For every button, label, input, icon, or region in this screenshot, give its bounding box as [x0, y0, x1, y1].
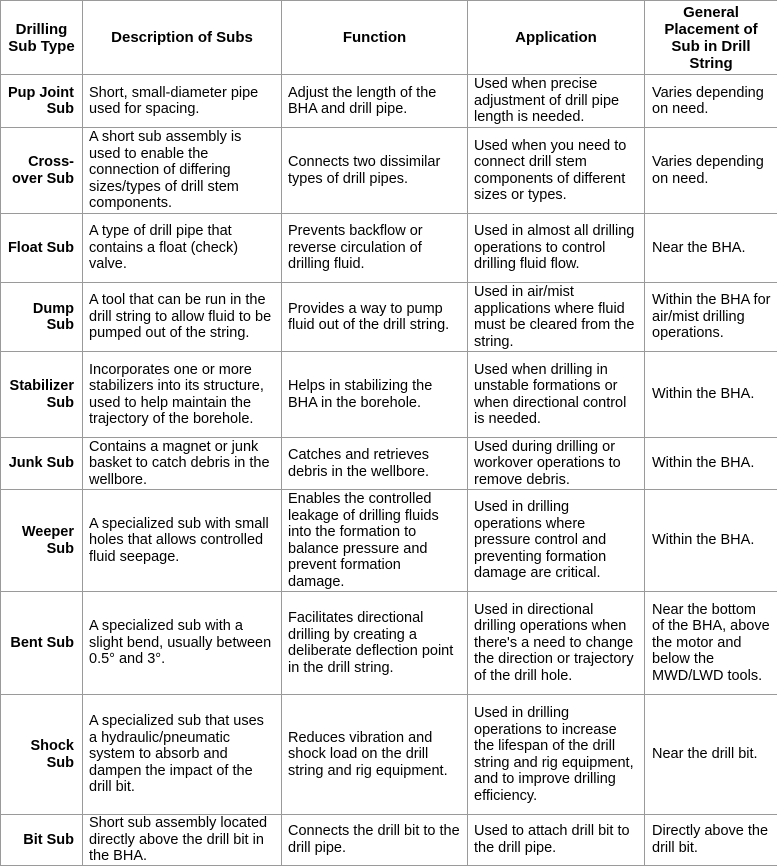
sub-type-cell: Dump Sub: [1, 283, 83, 352]
table-row: [1, 695, 777, 815]
application-cell: Used when precise adjustment of drill pipe length is needed.: [468, 75, 645, 128]
application-cell: Used in drilling operations where pressure control and preventing formation damage are critical.: [468, 490, 645, 592]
placement-cell: Varies depending on need.: [645, 128, 777, 214]
function-cell: Reduces vibration and shock load on the drill string and rig equipment.: [282, 695, 468, 815]
description-cell: Short sub assembly located directly above the drill bit in the BHA.: [83, 815, 282, 866]
function-cell: Enables the controlled leakage of drilling fluids into the formation to balance pressure and prevent formation damage.: [282, 490, 468, 592]
sub-type-cell: Junk Sub: [1, 438, 83, 490]
header-placement: General Placement of Sub in Drill String: [645, 1, 777, 75]
description-cell: A short sub assembly is used to enable the connection of differing sizes/types of drill stem components.: [83, 128, 282, 214]
placement-cell: Within the BHA for air/mist drilling operations.: [645, 283, 777, 352]
header-description: Description of Subs: [83, 1, 282, 75]
description-cell: Short, small-diameter pipe used for spacing.: [83, 75, 282, 128]
function-cell: Helps in stabilizing the BHA in the borehole.: [282, 352, 468, 438]
table-row: [1, 283, 777, 352]
table-row: [1, 490, 777, 592]
function-cell: Adjust the length of the BHA and drill pipe.: [282, 75, 468, 128]
description-cell: A specialized sub with a slight bend, usually between 0.5° and 3°.: [83, 592, 282, 695]
description-cell: A specialized sub with small holes that allows controlled fluid seepage.: [83, 490, 282, 592]
header-row: [1, 1, 777, 75]
header-application: Application: [468, 1, 645, 75]
sub-type-cell: Weeper Sub: [1, 490, 83, 592]
function-cell: Prevents backflow or reverse circulation of drilling fluid.: [282, 214, 468, 283]
description-cell: A specialized sub that uses a hydraulic/pneumatic system to absorb and dampen the impact of the drill bit.: [83, 695, 282, 815]
description-cell: A type of drill pipe that contains a float (check) valve.: [83, 214, 282, 283]
description-cell: Contains a magnet or junk basket to catch debris in the wellbore.: [83, 438, 282, 490]
sub-type-cell: Cross-over Sub: [1, 128, 83, 214]
table-row: [1, 438, 777, 490]
header-function: Function: [282, 1, 468, 75]
table-row: [1, 75, 777, 128]
function-cell: Connects the drill bit to the drill pipe.: [282, 815, 468, 866]
application-cell: Used to attach drill bit to the drill pipe.: [468, 815, 645, 866]
placement-cell: Near the bottom of the BHA, above the motor and below the MWD/LWD tools.: [645, 592, 777, 695]
placement-cell: Within the BHA.: [645, 438, 777, 490]
placement-cell: Directly above the drill bit.: [645, 815, 777, 866]
description-cell: A tool that can be run in the drill string to allow fluid to be pumped out of the string.: [83, 283, 282, 352]
placement-cell: Near the BHA.: [645, 214, 777, 283]
table-row: [1, 352, 777, 438]
table-row: [1, 214, 777, 283]
sub-type-cell: Float Sub: [1, 214, 83, 283]
description-cell: Incorporates one or more stabilizers into its structure, used to help maintain the trajectory of the borehole.: [83, 352, 282, 438]
table-row: [1, 815, 777, 866]
sub-type-cell: Stabilizer Sub: [1, 352, 83, 438]
function-cell: Facilitates directional drilling by creating a deliberate deflection point in the drill string.: [282, 592, 468, 695]
sub-type-cell: Pup Joint Sub: [1, 75, 83, 128]
application-cell: Used when you need to connect drill stem components of different sizes or types.: [468, 128, 645, 214]
application-cell: Used in almost all drilling operations to control drilling fluid flow.: [468, 214, 645, 283]
table-row: [1, 592, 777, 695]
sub-type-cell: Bit Sub: [1, 815, 83, 866]
application-cell: Used when drilling in unstable formations or when directional control is needed.: [468, 352, 645, 438]
function-cell: Provides a way to pump fluid out of the drill string.: [282, 283, 468, 352]
placement-cell: Varies depending on need.: [645, 75, 777, 128]
placement-cell: Within the BHA.: [645, 352, 777, 438]
header-sub-type: Drilling Sub Type: [1, 1, 83, 75]
application-cell: Used in drilling operations to increase the lifespan of the drill string and rig equipment, and to improve drilling efficiency.: [468, 695, 645, 815]
placement-cell: Near the drill bit.: [645, 695, 777, 815]
sub-type-cell: Shock Sub: [1, 695, 83, 815]
placement-cell: Within the BHA.: [645, 490, 777, 592]
application-cell: Used in air/mist applications where fluid must be cleared from the string.: [468, 283, 645, 352]
table-row: [1, 128, 777, 214]
function-cell: Connects two dissimilar types of drill pipes.: [282, 128, 468, 214]
application-cell: Used in directional drilling operations when there's a need to change the direction or trajectory of the drill hole.: [468, 592, 645, 695]
function-cell: Catches and retrieves debris in the wellbore.: [282, 438, 468, 490]
application-cell: Used during drilling or workover operations to remove debris.: [468, 438, 645, 490]
sub-type-cell: Bent Sub: [1, 592, 83, 695]
